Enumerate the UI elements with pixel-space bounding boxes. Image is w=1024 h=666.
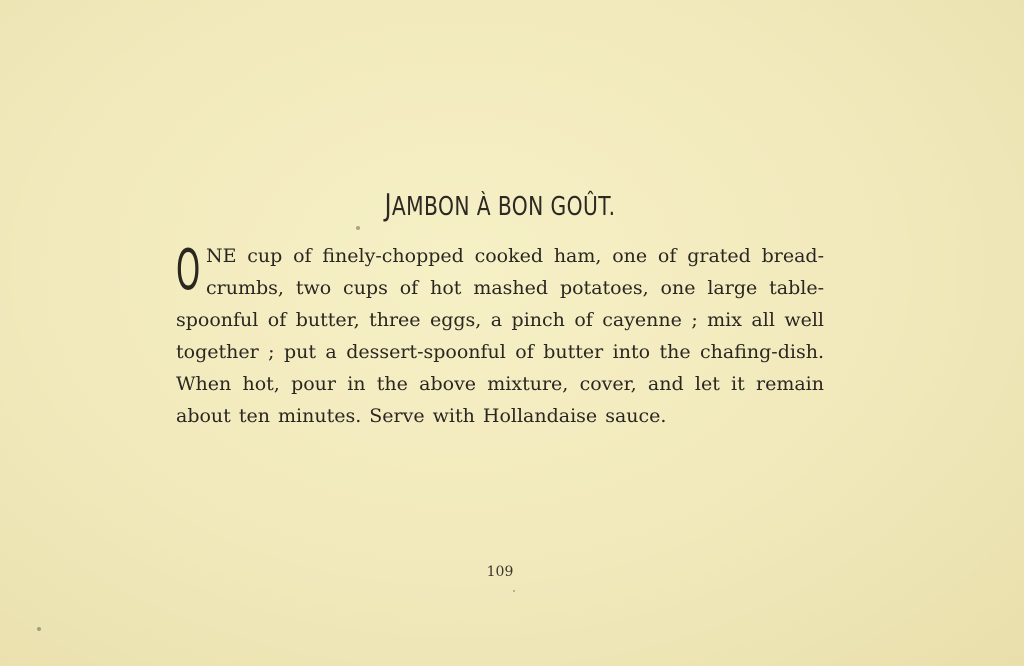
recipe-paragraph <box>176 240 824 432</box>
title-first-letter: J <box>384 188 392 223</box>
paragraph-line: spoonful of butter, three eggs, a pinch of cayenne ; mix all well <box>176 309 824 331</box>
title-rest: AMBON À BON GOÛT. <box>391 192 616 222</box>
paragraph-line: crumbs, two cups of hot mashed potatoes, one large table- <box>206 277 824 299</box>
paragraph-line: together ; put a dessert-spoonful of butter into the chafing-dish. <box>176 341 824 363</box>
paragraph-line: NE cup of finely-chopped cooked ham, one of grated bread- <box>206 245 824 267</box>
paper-speck <box>356 226 360 230</box>
paragraph-line: When hot, pour in the above mixture, cover, and let it remain <box>176 373 824 395</box>
paper-speck <box>513 590 515 592</box>
recipe-title <box>383 188 617 223</box>
paragraph-line: about ten minutes. Serve with Hollandaise sauce. <box>176 405 667 427</box>
page-number: 109 <box>486 564 514 580</box>
drop-cap: O <box>176 238 201 303</box>
paper-speck <box>37 627 41 631</box>
